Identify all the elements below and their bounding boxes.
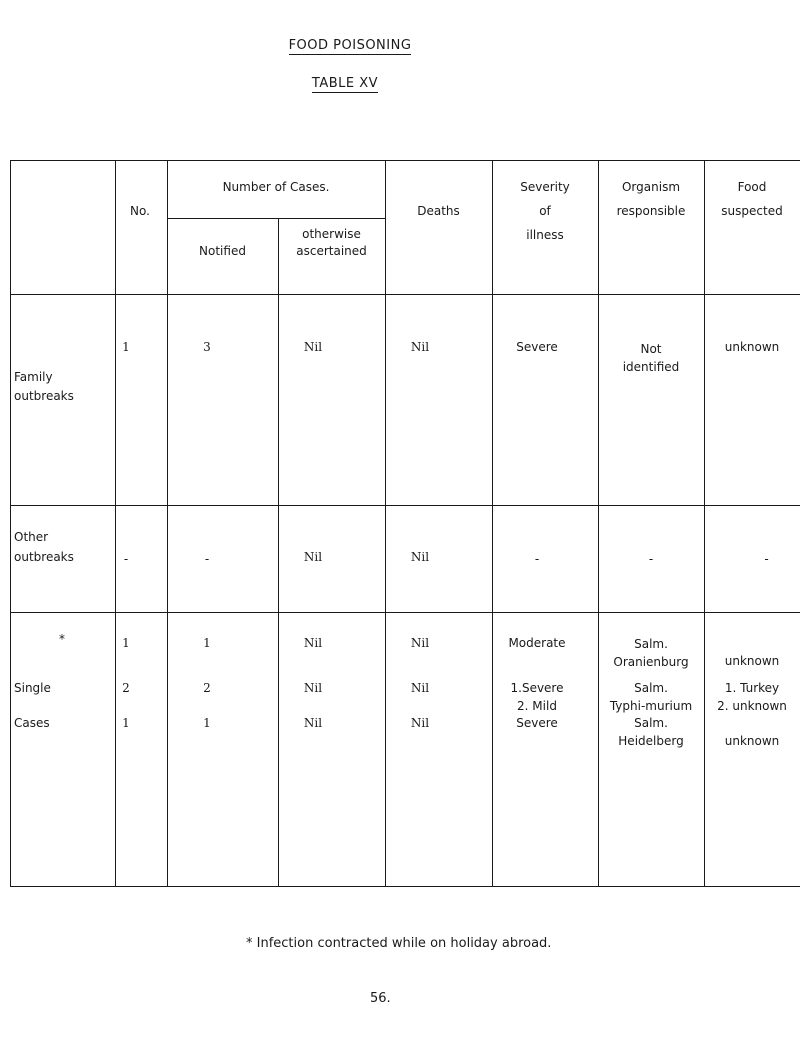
family-organism-line1: Not bbox=[640, 342, 662, 356]
family-label-line1: Family bbox=[14, 370, 53, 384]
table-title: TABLE XV bbox=[311, 76, 379, 91]
other-otherwise: Nil bbox=[303, 550, 323, 564]
family-severity: Severe bbox=[516, 340, 558, 354]
other-organism: - bbox=[648, 552, 654, 566]
family-bottom-border bbox=[10, 505, 800, 506]
header-notified: Notified bbox=[199, 244, 246, 258]
other-no: - bbox=[123, 552, 129, 566]
table-bottom-border bbox=[10, 886, 800, 887]
header-severity-line3: illness bbox=[526, 228, 564, 242]
family-no: 1 bbox=[122, 340, 130, 354]
page-number: 56. bbox=[370, 991, 391, 1006]
family-otherwise: Nil bbox=[303, 340, 323, 354]
header-subdivider bbox=[167, 218, 385, 219]
single-row3-deaths: Nil bbox=[410, 716, 430, 730]
header-food-line1: Food bbox=[737, 180, 767, 194]
family-deaths: Nil bbox=[410, 340, 430, 354]
header-food-line2: suspected bbox=[721, 204, 783, 218]
single-row1-severity: Moderate bbox=[508, 636, 566, 650]
other-label-line2: outbreaks bbox=[14, 550, 74, 564]
header-number-of-cases: Number of Cases. bbox=[222, 180, 330, 194]
header-severity-line2: of bbox=[539, 204, 551, 218]
other-notified: - bbox=[204, 552, 210, 566]
single-row2-severity-line1: 1.Severe bbox=[510, 681, 564, 695]
single-row1-deaths: Nil bbox=[410, 636, 430, 650]
header-no: No. bbox=[130, 204, 150, 218]
other-deaths: Nil bbox=[410, 550, 430, 564]
single-row2-severity-line2: 2. Mild bbox=[517, 699, 557, 713]
single-row3-otherwise: Nil bbox=[303, 716, 323, 730]
family-notified: 3 bbox=[203, 340, 211, 354]
other-severity: - bbox=[534, 552, 540, 566]
family-organism-line2: identified bbox=[622, 360, 680, 374]
col-divider-food bbox=[704, 160, 705, 886]
single-row2-otherwise: Nil bbox=[303, 681, 323, 695]
col-divider-notified bbox=[167, 160, 168, 886]
single-row2-notified: 2 bbox=[203, 681, 211, 695]
footnote: * Infection contracted while on holiday abroad. bbox=[246, 936, 552, 951]
col-divider-organism bbox=[598, 160, 599, 886]
single-row1-organism-line1: Salm. bbox=[634, 637, 668, 651]
family-label-line2: outbreaks bbox=[14, 389, 74, 403]
header-severity-line1: Severity bbox=[520, 180, 570, 194]
other-bottom-border bbox=[10, 612, 800, 613]
single-row3-food: unknown bbox=[724, 734, 780, 748]
table-top-border bbox=[10, 160, 800, 161]
single-row1-no: 1 bbox=[122, 636, 130, 650]
header-otherwise-line1: otherwise bbox=[302, 227, 361, 241]
table-left-border bbox=[10, 160, 11, 886]
single-row2-organism-line2: Typhi-murium bbox=[609, 699, 693, 713]
header-bottom-border bbox=[10, 294, 800, 295]
single-row2-organism-line1: Salm. bbox=[634, 681, 668, 695]
col-divider-severity bbox=[492, 160, 493, 886]
col-divider-no bbox=[115, 160, 116, 886]
other-label-line1: Other bbox=[14, 530, 49, 544]
col-divider-deaths bbox=[385, 160, 386, 886]
single-row2-no: 2 bbox=[122, 681, 130, 695]
header-organism-line1: Organism bbox=[621, 180, 681, 194]
single-row1-otherwise: Nil bbox=[303, 636, 323, 650]
single-row1-organism-line2: Oranienburg bbox=[613, 655, 689, 669]
header-deaths: Deaths bbox=[417, 204, 460, 218]
single-row2-food-line1: 1. Turkey bbox=[724, 681, 780, 695]
single-row3-organism-line2: Heidelberg bbox=[618, 734, 684, 748]
single-row2-deaths: Nil bbox=[410, 681, 430, 695]
single-row1-food: unknown bbox=[724, 654, 780, 668]
header-organism-line2: responsible bbox=[616, 204, 686, 218]
single-row3-severity: Severe bbox=[516, 716, 558, 730]
single-row1-notified: 1 bbox=[203, 636, 211, 650]
single-row3-notified: 1 bbox=[203, 716, 211, 730]
family-food: unknown bbox=[724, 340, 780, 354]
single-row2-food-line2: 2. unknown bbox=[717, 699, 787, 713]
single-row3-no: 1 bbox=[122, 716, 130, 730]
single-marker: * bbox=[59, 632, 65, 646]
page-title: FOOD POISONING bbox=[288, 38, 412, 53]
header-otherwise-line2: ascertained bbox=[296, 244, 367, 258]
single-label-line2: Cases bbox=[14, 716, 50, 730]
other-food: - bbox=[764, 552, 769, 566]
single-label-line1: Single bbox=[14, 681, 51, 695]
single-row3-organism-line1: Salm. bbox=[634, 716, 668, 730]
